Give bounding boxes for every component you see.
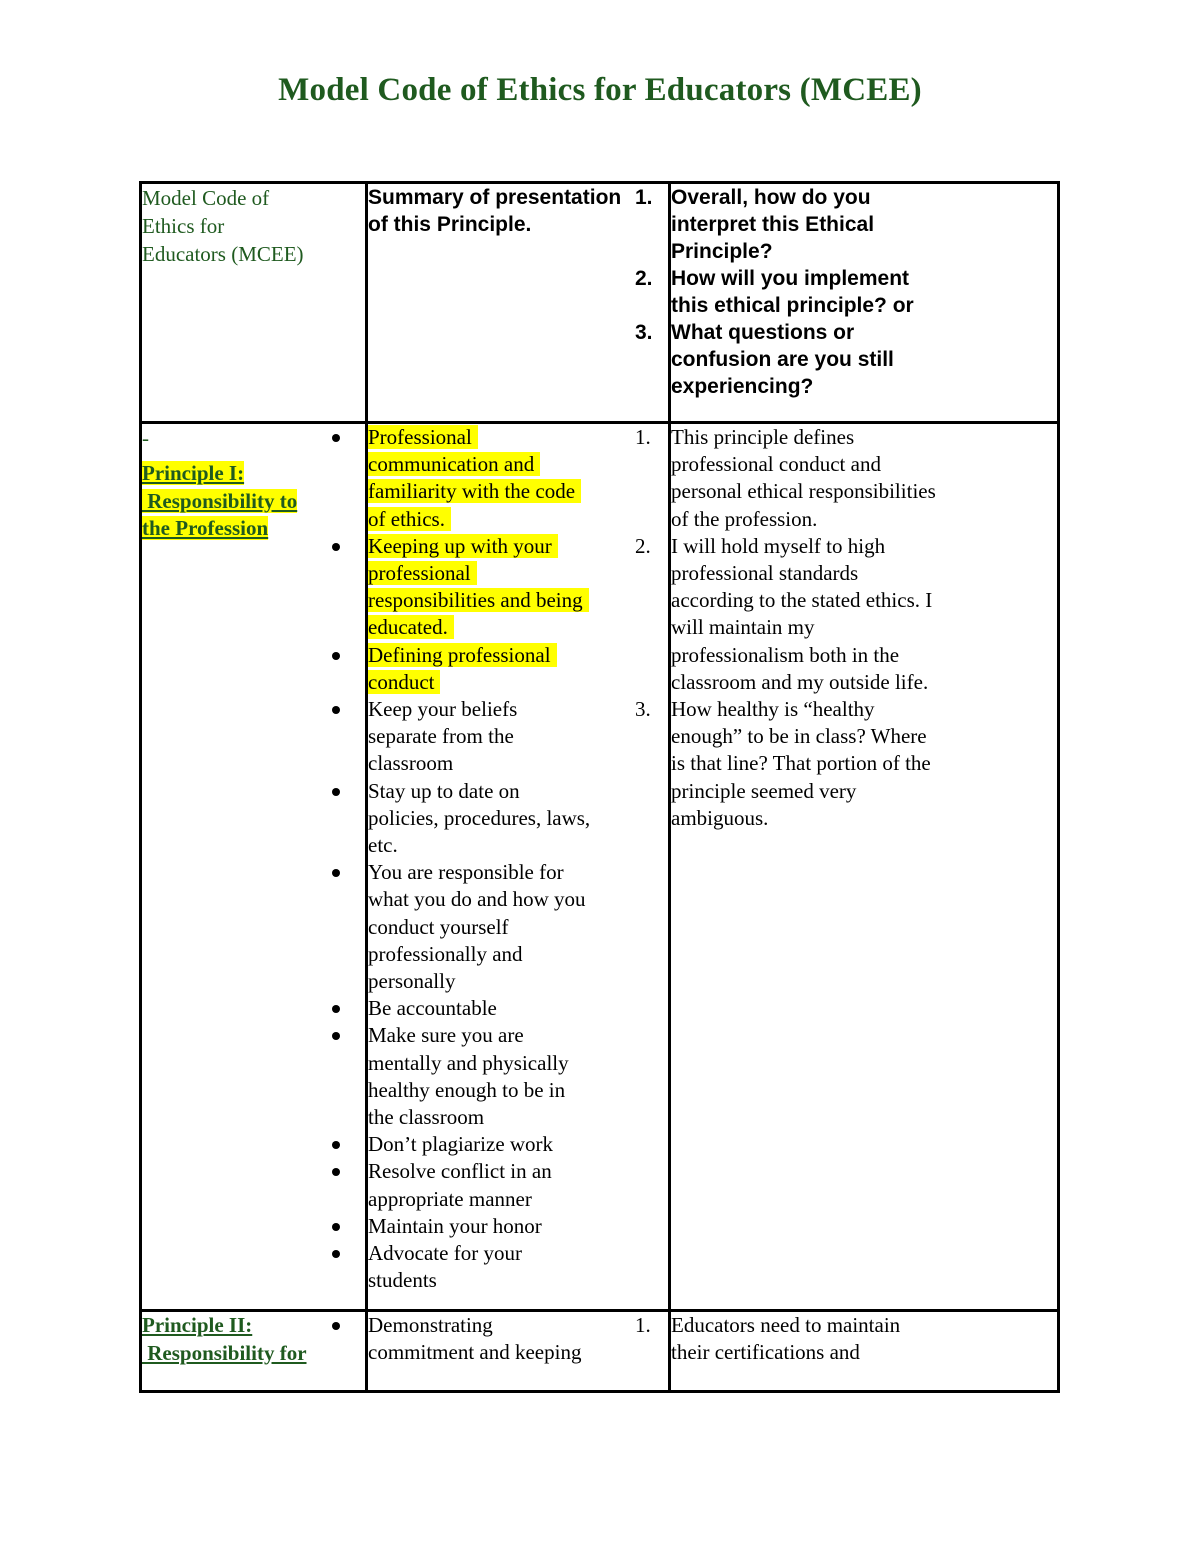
principle-2-summary-list	[368, 1312, 668, 1366]
principle-1-cell	[141, 423, 367, 1311]
list-item: 1. Educators need to maintain their certifications and	[635, 1313, 901, 1365]
header-cell-code	[141, 183, 367, 423]
list-item: Stay up to date on policies, procedures, laws, etc.	[368, 778, 668, 860]
bullet-icon	[332, 434, 340, 442]
document-title: Model Code of Ethics for Educators (MCEE)	[278, 72, 922, 108]
list-item: 2. I will hold myself to high professional standards according to the stated ethics. I will maintain my professionalism both in the classroom and my outside life.	[635, 533, 933, 694]
list-item: Defining professional conduct	[368, 642, 668, 696]
principle-2-summary-cell	[367, 1311, 670, 1392]
table-row	[141, 423, 1059, 1311]
list-item: 1. This principle defines professional conduct and personal ethical responsibilities of the profession.	[635, 425, 936, 531]
list-item: Make sure you are mentally and physically healthy enough to be in the classroom	[368, 1022, 668, 1131]
list-item: Be accountable	[368, 995, 668, 1022]
header-summary-label: Summary of presentation of this Principle.	[368, 186, 622, 236]
bullet-icon	[332, 706, 340, 714]
list-item: Resolve conflict in an appropriate manner	[368, 1158, 668, 1212]
list-item: 2. How will you implement this ethical principle? or	[635, 267, 914, 317]
header-cell-summary	[367, 183, 670, 423]
principle-2-answers-list	[635, 1312, 1057, 1366]
bullet-icon	[332, 788, 340, 796]
dash-marker: -	[142, 426, 149, 450]
bullet-icon	[332, 1223, 340, 1231]
header-questions-list	[635, 184, 1057, 400]
table-row	[141, 1311, 1059, 1392]
list-item: Advocate for your students	[368, 1240, 668, 1294]
bullet-icon	[332, 543, 340, 551]
header-code-label: Model Code of Ethics for Educators (MCEE)	[142, 186, 304, 266]
table-header-row	[141, 183, 1059, 423]
list-item: Maintain your honor	[368, 1213, 668, 1240]
list-item: You are responsible for what you do and how you conduct yourself professionally and personally	[368, 859, 668, 995]
list-item: Professional communication and familiarity with the code of ethics.	[368, 424, 668, 533]
principle-1-summary-list	[368, 424, 668, 1295]
principle-1-answers-cell	[635, 423, 1059, 1311]
list-item: Demonstrating commitment and keeping	[368, 1312, 668, 1366]
principle-1-label: Principle I: Responsibility to the Profession	[142, 461, 298, 540]
header-cell-questions	[635, 183, 1059, 423]
ethics-table	[139, 181, 1060, 1393]
list-item: 3. How healthy is “healthy enough” to be in class? Where is that line? That portion of the principle seemed very ambiguous.	[635, 697, 931, 830]
bullet-icon	[332, 652, 340, 660]
principle-2-answers-cell	[635, 1311, 1059, 1392]
bullet-icon	[332, 1322, 340, 1330]
list-item: 3. What questions or confusion are you still experiencing?	[635, 321, 894, 398]
principle-2-label: Principle II: Responsibility for	[142, 1313, 307, 1365]
principle-1-summary-cell	[367, 423, 670, 1311]
principle-1-answers-list	[635, 424, 1057, 832]
list-item: Keep your beliefs separate from the classroom	[368, 696, 668, 778]
list-item: Keeping up with your professional responsibilities and being educated.	[368, 533, 668, 642]
list-item: Don’t plagiarize work	[368, 1131, 668, 1158]
list-item: 1. Overall, how do you interpret this Ethical Principle?	[635, 186, 875, 263]
